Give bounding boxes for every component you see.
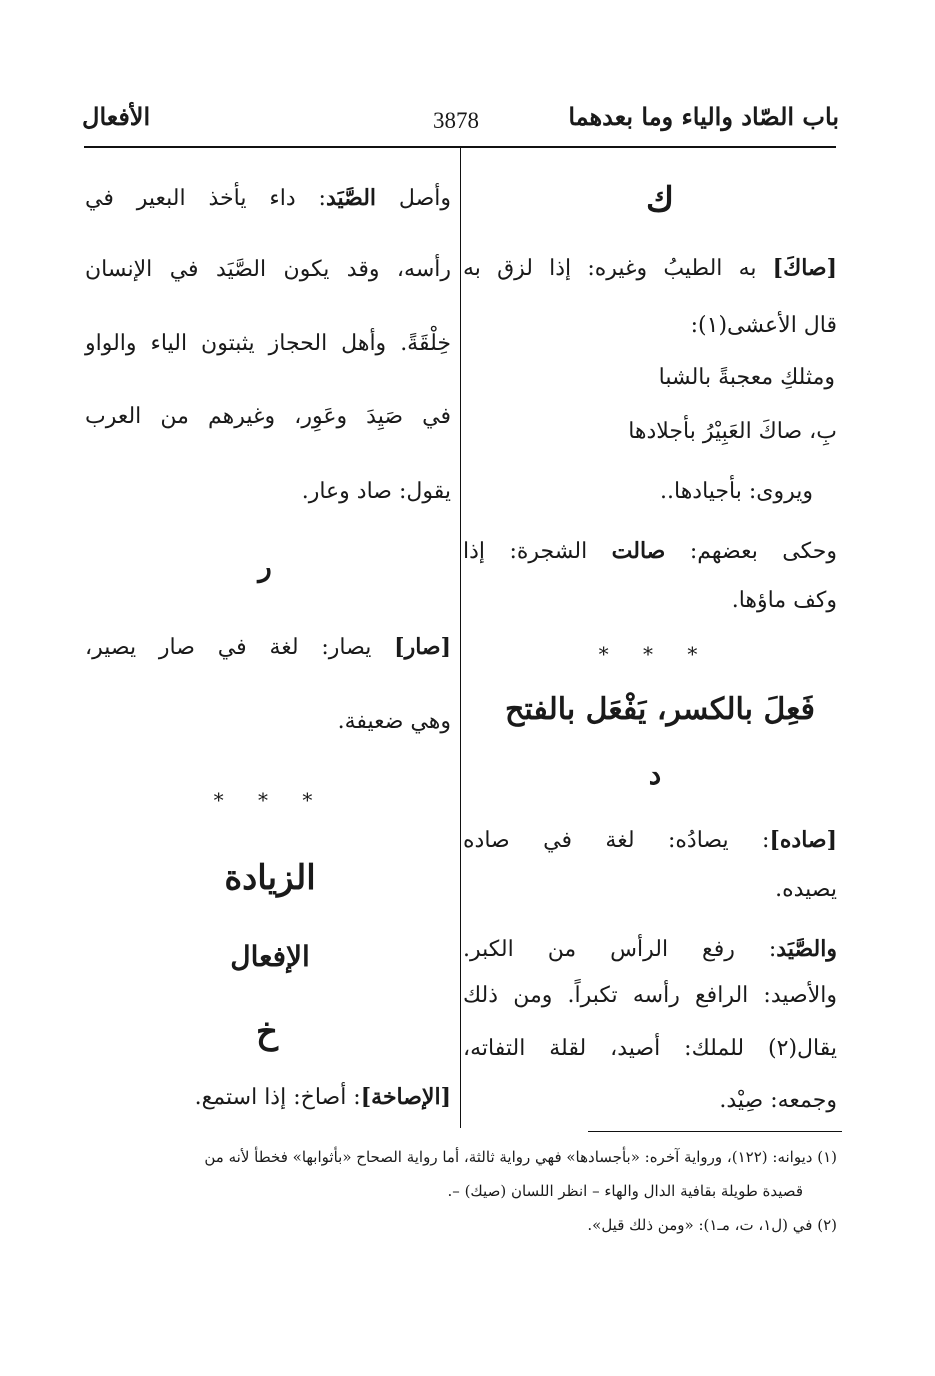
letter-ra: ر: [258, 550, 272, 583]
entry-line: خِلْقَةً. وأهل الحجاز يثبتون الياء والواو: [85, 331, 451, 356]
heading-afaal: الإفعال: [230, 940, 310, 973]
column-divider: [460, 146, 461, 1128]
headword: والصَّيَد: [776, 936, 837, 962]
entry-line: وحكى بعضهم: صالت الشجرة: إذا: [463, 538, 837, 564]
poem-hemistich-2: بِ، صاكَ العَبِيْرُ بأجلادها: [628, 419, 837, 444]
footnote-2: (٢) في (ل١، ت، مـ١): «ومن ذلك قيل».: [587, 1216, 837, 1234]
entry-line: وأصل الصَّيَد: داء يأخذ البعير في: [85, 185, 452, 211]
footnote-1: (١) ديوانه: (١٢٢)، ورواية آخره: «بأجسادها» فهي رواية ثالثة، أما رواية الصحاح «بأثوابها» فخطأ لأنه من: [204, 1148, 837, 1166]
entry-line: وهي ضعيفة.: [337, 709, 451, 734]
entry-line: يقال(٢) للملك: أصيد، لقلة التفاته،: [463, 1036, 837, 1061]
headword: [صاكَ]: [772, 255, 837, 281]
entry-line: [صاده]: يصادُه: لغة في صاده: [463, 827, 837, 853]
entry-line: [الإصاخة]: أصاخ: إذا استمع.: [194, 1084, 451, 1110]
letter-kaf: ك: [645, 180, 675, 220]
footnote-1-continued: قصيدة طويلة بقافية الدال والهاء – انظر اللسان (صيك) –.: [447, 1182, 803, 1200]
page-number: 3878: [433, 108, 479, 133]
headword: صالت: [611, 538, 666, 564]
letter-dal: د: [648, 758, 662, 791]
heading-ziyada: الزيادة: [224, 858, 316, 898]
section-separator: * * *: [213, 788, 327, 812]
poem-hemistich-1: ومثلكِ معجبةً بالشبا: [658, 365, 835, 390]
entry-line: والأصيد: الرافع رأسه تكبراً. ومن ذلك: [463, 983, 837, 1008]
section-separator: * * *: [598, 642, 712, 666]
entry-text: به الطيبُ وغيره: إذا لزق به: [463, 256, 773, 281]
headword: الصَّيَد: [325, 185, 377, 211]
headword: [الإصاخة]: [360, 1084, 451, 1110]
chapter-title: باب الصّاد والياء وما بعدهما: [568, 102, 839, 131]
entry-line: وجمعه: صِيْد.: [719, 1088, 837, 1113]
headword: [صار]: [394, 634, 451, 660]
section-title: الأفعال: [82, 102, 151, 131]
entry-line: في صَيِدَ وعَوِر، وغيرهم من العرب: [85, 404, 451, 429]
entry-line: والصَّيَد: رفع الرأس من الكبر.: [463, 936, 837, 962]
entry-line: يقول: صاد وعار.: [301, 479, 451, 504]
variant-reading: ويروى: بأجيادها..: [660, 479, 813, 504]
footnote-rule: [588, 1131, 842, 1132]
section-heading: فَعِلَ بالكسر، يَفْعَل بالفتح: [504, 692, 815, 727]
headword: [صاده]: [769, 827, 837, 853]
entry-line: يصيده.: [775, 877, 837, 902]
entry-line: وكف ماؤها.: [731, 588, 837, 613]
entry-line: [463, 254, 837, 284]
entry-line: رأسه، وقد يكون الصَّيَد في الإنسان: [85, 257, 451, 282]
letter-kha: خ: [256, 1012, 278, 1052]
poem-intro: قال الأعشى(١):: [690, 313, 837, 338]
entry-line: [صار] يصار: لغة في صار يصير،: [85, 634, 451, 660]
